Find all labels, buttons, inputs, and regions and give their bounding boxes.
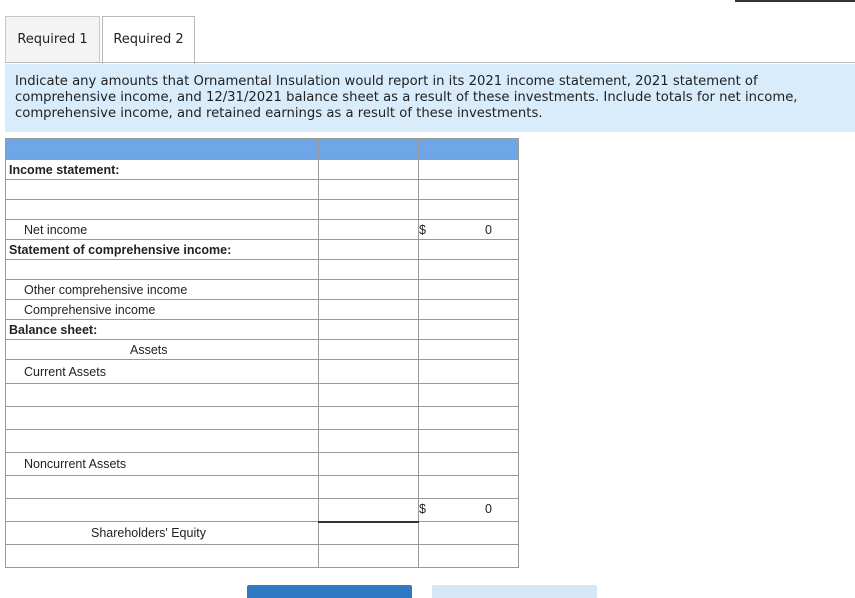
input-cell[interactable] — [319, 160, 419, 180]
input-cell[interactable] — [6, 430, 319, 453]
assets-heading: Assets — [130, 342, 168, 357]
input-cell[interactable] — [419, 260, 519, 280]
input-cell[interactable] — [419, 360, 519, 384]
comprehensive-income-heading: Statement of comprehensive income: — [9, 242, 232, 257]
input-cell[interactable] — [6, 260, 319, 280]
input-cell[interactable] — [319, 280, 419, 300]
input-cell[interactable] — [6, 180, 319, 200]
table-row — [6, 476, 519, 499]
other-comprehensive-income-label: Other comprehensive income — [24, 282, 188, 297]
input-cell[interactable] — [6, 476, 319, 499]
input-cell[interactable] — [319, 320, 419, 340]
income-statement-heading: Income statement: — [9, 162, 120, 177]
input-cell[interactable] — [6, 407, 319, 430]
financial-statement-table — [5, 138, 519, 568]
header-cell-col2 — [419, 139, 519, 160]
current-assets-label: Current Assets — [24, 364, 106, 379]
input-cell[interactable] — [319, 200, 419, 220]
instructions-text: Indicate any amounts that Ornamental Insulation would report in its 2021 income statement, 2021 statement of comprehensive income, and 12/31/2021 balance sheet as a result of these investments. Include totals for net income, comprehensive income, and retained earnings as a result of these investments. — [15, 74, 798, 121]
input-cell[interactable] — [319, 384, 419, 407]
table-row — [6, 300, 519, 320]
input-cell[interactable] — [6, 384, 319, 407]
input-cell[interactable] — [419, 407, 519, 430]
input-cell[interactable] — [6, 499, 319, 522]
table-row — [6, 180, 519, 200]
input-cell[interactable] — [419, 522, 519, 545]
table-row — [6, 453, 519, 476]
input-cell[interactable] — [319, 360, 419, 384]
total-assets-value: 0 — [485, 502, 492, 516]
net-income-total: 0 — [485, 223, 492, 237]
net-income-label: Net income — [24, 222, 88, 237]
table-row — [6, 430, 519, 453]
table-row — [6, 522, 519, 545]
input-cell[interactable] — [319, 453, 419, 476]
input-cell[interactable] — [319, 260, 419, 280]
input-cell[interactable] — [419, 430, 519, 453]
input-cell[interactable] — [319, 522, 419, 545]
top-divider — [735, 0, 855, 2]
input-cell[interactable] — [319, 407, 419, 430]
table-row — [6, 200, 519, 220]
input-cell[interactable] — [319, 300, 419, 320]
dollar-sign: $ — [419, 502, 426, 516]
input-cell[interactable] — [319, 340, 419, 360]
previous-button[interactable] — [247, 585, 412, 598]
instructions-panel — [5, 64, 855, 132]
input-cell[interactable] — [419, 160, 519, 180]
next-button[interactable] — [432, 585, 597, 598]
input-cell[interactable] — [319, 240, 419, 260]
table-row — [6, 280, 519, 300]
input-cell[interactable] — [6, 545, 319, 568]
table-row — [6, 340, 519, 360]
table-row — [6, 499, 519, 522]
header-cell-col1 — [319, 139, 419, 160]
total-assets-cell — [419, 499, 519, 522]
tab-required-1[interactable]: Required 1 — [5, 16, 100, 62]
input-cell[interactable] — [419, 280, 519, 300]
table-row — [6, 220, 519, 240]
input-cell[interactable] — [319, 499, 419, 522]
input-cell[interactable] — [319, 476, 419, 499]
input-cell[interactable] — [419, 300, 519, 320]
input-cell[interactable] — [419, 476, 519, 499]
table-row — [6, 240, 519, 260]
input-cell[interactable] — [6, 200, 319, 220]
shareholders-equity-heading: Shareholders' Equity — [91, 526, 206, 540]
table-row — [6, 160, 519, 180]
table-row — [6, 360, 519, 384]
comprehensive-income-label: Comprehensive income — [24, 302, 156, 317]
input-cell[interactable] — [419, 384, 519, 407]
tab-underline — [5, 62, 855, 63]
input-cell[interactable] — [419, 545, 519, 568]
input-cell[interactable] — [419, 240, 519, 260]
net-income-total-cell — [419, 220, 519, 240]
input-cell[interactable] — [419, 200, 519, 220]
input-cell[interactable] — [319, 430, 419, 453]
input-cell[interactable] — [419, 453, 519, 476]
table-row — [6, 545, 519, 568]
input-cell[interactable] — [319, 180, 419, 200]
table-row — [6, 407, 519, 430]
table-row — [6, 384, 519, 407]
input-cell[interactable] — [419, 320, 519, 340]
input-cell[interactable] — [419, 340, 519, 360]
table-row — [6, 320, 519, 340]
input-cell[interactable] — [319, 220, 419, 240]
input-cell[interactable] — [419, 180, 519, 200]
tab-required-2[interactable]: Required 2 — [102, 16, 195, 64]
noncurrent-assets-label: Noncurrent Assets — [24, 457, 127, 471]
input-cell[interactable] — [319, 545, 419, 568]
header-cell-label — [6, 139, 319, 160]
balance-sheet-heading: Balance sheet: — [9, 322, 98, 337]
dollar-sign: $ — [419, 223, 426, 237]
table-row — [6, 260, 519, 280]
table-header-row — [6, 139, 519, 160]
